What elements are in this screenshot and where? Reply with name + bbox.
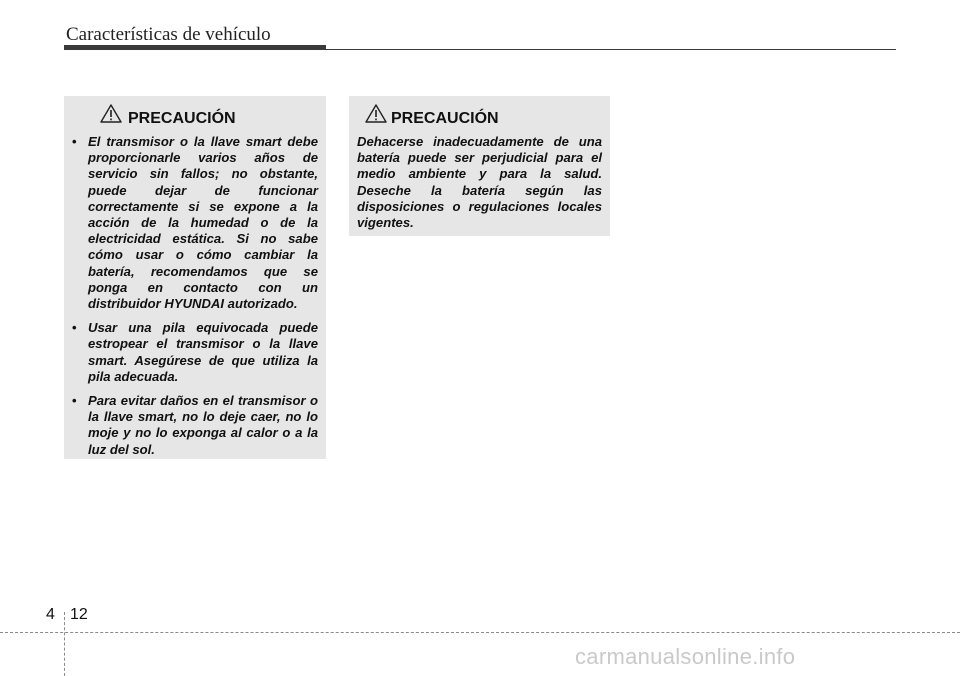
caution-box-header — [72, 104, 318, 130]
caution-box-header — [357, 104, 602, 130]
bullet-dot: • — [72, 320, 77, 336]
chapter-number: 4 — [46, 606, 55, 623]
caution-bullet-item — [72, 134, 318, 312]
footer-dashed-rule — [0, 632, 960, 633]
page-number: 12 — [70, 606, 88, 623]
bullet-dot: • — [72, 134, 77, 149]
warning-triangle-icon — [100, 104, 122, 123]
caution-bullet-text: El transmisor o la llave smart debe proporcionarle varios años de servicio sin fallos; no obstante, puede dejar de funcionar correctamente si se expone a la acción de la humedad o de la electricidad estática. Si no sabe cómo usar o cómo cambiar la batería, recomendamos que se ponga en contacto con un distribuidor HYUNDAI autorizado. — [88, 134, 318, 312]
footer-dashed-divider — [64, 612, 65, 676]
caution-box-battery-care — [64, 96, 326, 459]
header-rule-thin — [326, 49, 896, 50]
header-title: Características de vehículo — [66, 24, 271, 45]
header-rule-thick — [64, 45, 326, 50]
caution-bullet-text: Para evitar daños en el transmisor o la llave smart, no lo deje caer, no lo moje y no lo exponga al calor o a la luz del sol. — [88, 393, 318, 457]
watermark: carmanualsonline.info — [575, 644, 796, 669]
caution-bullet-item — [72, 320, 318, 385]
caution-title: PRECAUCIÓN — [391, 110, 499, 127]
caution-box-battery-disposal — [349, 96, 610, 236]
warning-triangle-icon — [365, 104, 387, 123]
caution-bullet-list — [72, 134, 318, 458]
bullet-dot: • — [72, 393, 77, 409]
caution-paragraph: Dehacerse inadecuadamente de una batería puede ser perjudicial para el medio ambiente y para la salud. Deseche la batería según las disposiciones o regulaciones locales vigentes. — [357, 134, 602, 231]
caution-bullet-item — [72, 393, 318, 458]
caution-title: PRECAUCIÓN — [128, 110, 236, 127]
caution-bullet-text: Usar una pila equivocada puede estropear el transmisor o la llave smart. Asegúrese de que utiliza la pila adecuada. — [88, 320, 318, 384]
